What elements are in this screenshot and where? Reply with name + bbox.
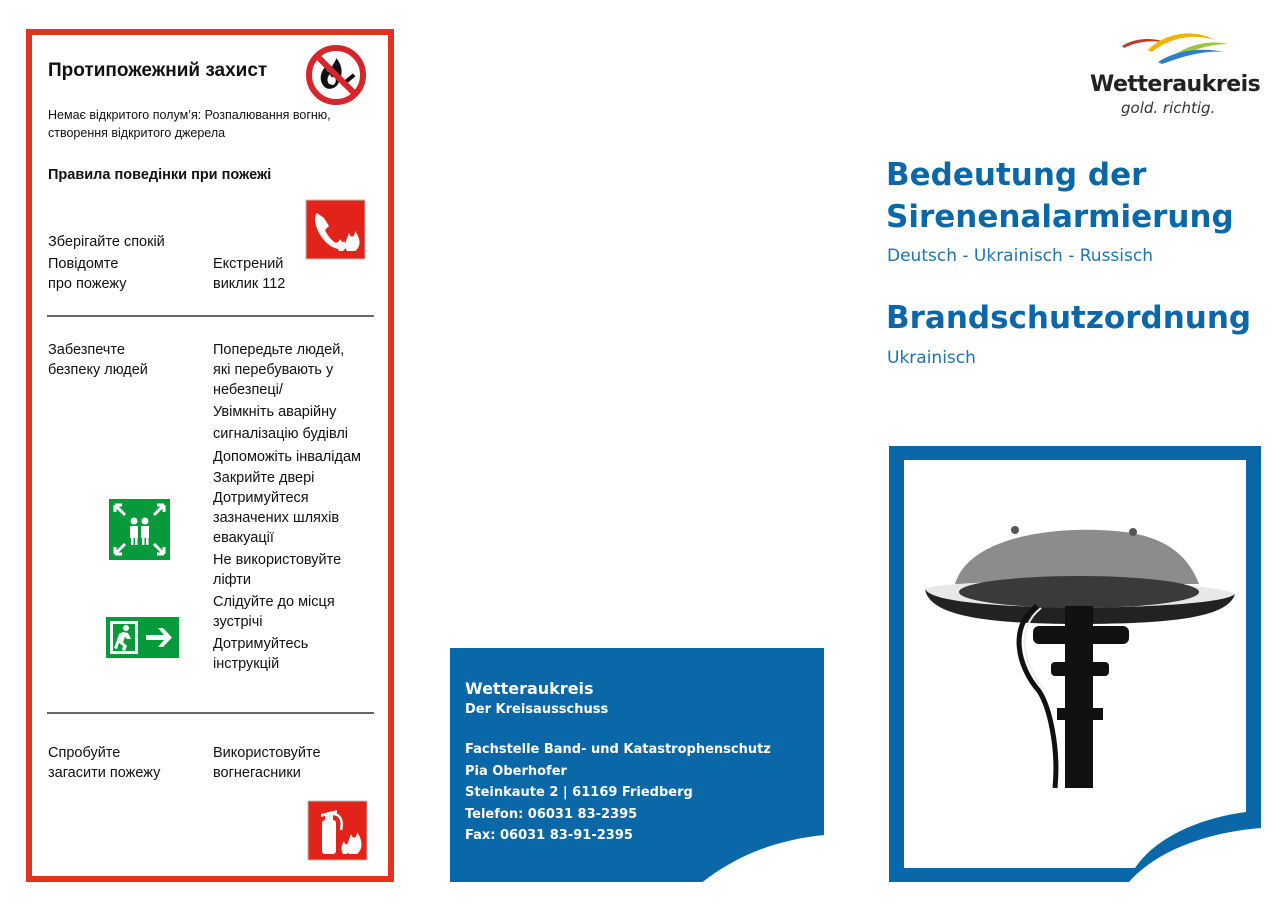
- contact-details: Fachstelle Band- und Katastrophenschutz Pia Oberhofer Steinkaute 2 | 61169 Friedberg Telefon: 06031 83-2395 Fax: 06031 83-91-2395: [465, 742, 771, 843]
- logo-tagline: gold. richtig.: [1121, 99, 1216, 117]
- section3-right: Використовуйте вогнегасники: [213, 745, 321, 781]
- subtitle-ukrainisch: Ukrainisch: [887, 348, 976, 368]
- fire-extinguisher-icon: [307, 800, 368, 861]
- section2-left: Забезпечте безпеку людей: [48, 342, 148, 378]
- emergency-call-icon: [305, 199, 366, 260]
- no-open-flame-icon: [304, 44, 368, 106]
- title-brandschutzordnung: Brandschutzordnung: [886, 300, 1252, 336]
- siren-image: [889, 446, 1261, 882]
- logo-name: Wetteraukreis: [1090, 72, 1261, 97]
- emergency-exit-icon: [106, 617, 179, 658]
- intro-text: Немає відкритого полум’я: Розпалювання вогню, створення відкритого джерела: [48, 108, 331, 140]
- subtitle-languages: Deutsch - Ukrainisch - Russisch: [887, 246, 1153, 266]
- contact-org: Wetteraukreis: [465, 679, 594, 698]
- logo-swoosh-icon: [1118, 28, 1230, 72]
- divider: [47, 315, 374, 317]
- assembly-point-icon: [109, 499, 170, 560]
- divider: [47, 712, 374, 714]
- panel-title: Протипожежний захист: [48, 60, 268, 81]
- rules-heading: Правила поведінки при пожежі: [48, 167, 272, 183]
- section3-left: Спробуйте загасити пожежу: [48, 745, 161, 781]
- section2-right: Попередьте людей, які перебувають у небезпеці/ Увімкніть аварійну сигналізацію будівлі Допоможіть інвалідам Закрийте двері Дотримуйтеся зазначених шляхів евакуації Не використовуйте ліфти Слідуйте до місця зустрічі Дотримуйтесь інструкцій: [213, 342, 361, 672]
- section1-right: Екстрений виклик 112: [213, 256, 286, 292]
- contact-dept: Der Kreisausschuss: [465, 702, 609, 717]
- wave-decoration: [700, 830, 825, 884]
- title-sirenenalarmierung: Bedeutung der Sirenenalarmierung: [886, 157, 1234, 235]
- section1-left: Зберігайте спокій Повідомте про пожежу: [48, 234, 165, 292]
